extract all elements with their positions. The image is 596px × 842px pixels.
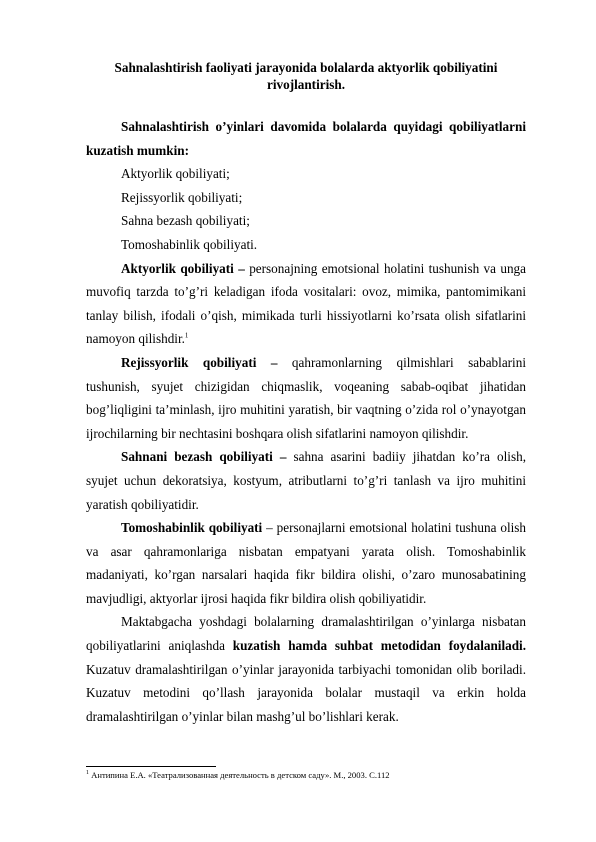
term-tomoshabinlik: Tomoshabinlik qobiliyati (121, 520, 263, 536)
paragraph-sahna (86, 445, 526, 516)
text-aktyorlik: personajning emotsional holatini tushunish va unga muvofiq tarzda to’g’ri keladigan ifoda vositalari: ovoz, mimika, pantomimikani tanlay bilish, ifodali o’qish, mimikada turli hissiyotlarni ko’rsata olish sifatlarini namoyon qilishdir. (86, 260, 527, 347)
title-line-2: rivojlantirish. (266, 77, 346, 92)
term-rejissyorlik: Rejissyorlik qobiliyati – (121, 354, 278, 370)
footnote-reference[interactable]: 1 (184, 331, 189, 340)
list-item: Sahna bezash qobiliyati; (121, 213, 250, 229)
term-sahna: Sahnani bezash qobiliyati – (121, 449, 287, 465)
paragraph-rejissyorlik (86, 351, 526, 445)
text-maktabgacha-bold: kuzatish hamda suhbat metodidan foydalaniladi. (232, 638, 527, 654)
list-item: Aktyorlik qobiliyati; (121, 166, 230, 182)
document-title (86, 59, 526, 93)
paragraph-aktyorlik (86, 257, 526, 351)
term-aktyorlik: Aktyorlik qobiliyati – (121, 260, 245, 276)
list-item: Tomoshabinlik qobiliyati. (121, 236, 258, 252)
text-tomoshabinlik: – personajlarni emotsional holatini tushuna olish va asar qahramonlariga nisbatan empatyani yarata olish. Tomoshabinlik madaniyati, ko’rgan narsalari haqida fikr bildira olishi, o’zaro munosabatining mavjudligi, aktyorlar ijrosi haqida fikr bildira olish qobiliyatidir. (86, 520, 526, 606)
footnote-mark: 1 (86, 770, 89, 777)
paragraph-maktabgacha (86, 610, 526, 728)
footnote-text: Антипина Е.А. «Театрализованная деятельность в детском саду». М., 2003. С.112 (89, 770, 390, 780)
text-rejissyorlik: qahramonlarning qilmishlari sabablarini tushunish, syujet chizigidan chiqmaslik, voqeaning sabab-oqibat jihatidan bog’liqligini ta’minlash, ijro muhitini yaratish, bir vaqtning o’zida rol o’ynayotgan ijrochilarning bir nechtasini boshqara olish sifatlarini namoyon qilishdir. (86, 354, 526, 441)
paragraph-tomoshabinlik (86, 516, 526, 610)
footnote (86, 770, 526, 781)
title-line-1: Sahnalashtirish faoliyati jarayonida bolalarda aktyorlik qobiliyatini (114, 60, 498, 75)
list-item: Rejissyorlik qobiliyati; (121, 189, 243, 205)
text-maktabgacha-after: Kuzatuv dramalashtirilgan o’yinlar jarayonida tarbiyachi tomonidan olib boriladi. Kuzatuv metodini qo’llash jarayonida bolalar mustaqil va erkin holda dramalashtirilgan o’yinlar bilan mashg’ul bo’lishlari kerak. (86, 661, 526, 724)
footnote-divider (86, 766, 216, 767)
text-maktabgacha-before: Maktabgacha yoshdagi bolalarning dramalashtirilgan o’yinlarga nisbatan qobiliyatlarini aniqlashda (86, 614, 526, 654)
document-body (86, 115, 526, 728)
intro-paragraph: Sahnalashtirish o’yinlari davomida bolalarda quyidagi qobiliyatlarni kuzatish mumkin: (86, 119, 526, 158)
text-sahna: sahna asarini badiiy jihatdan ko’ra olish, syujet uchun dekoratsiya, kostyum, atributlarni to’g’ri tanlash va ijro muhitini yaratish qobiliyatidir. (86, 449, 526, 512)
